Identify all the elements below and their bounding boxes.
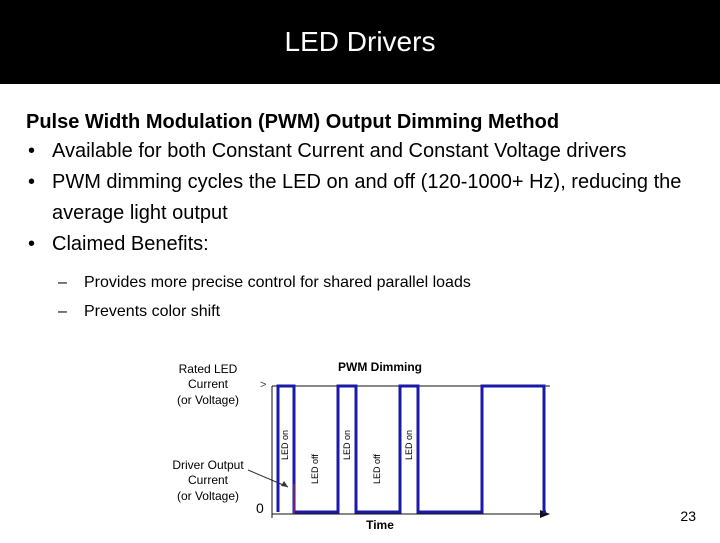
dash-icon: – <box>58 303 67 320</box>
bullet-icon: • <box>28 233 36 255</box>
bullet-list <box>26 136 706 326</box>
pulse-label: LED on <box>342 429 352 460</box>
bullet-text: Claimed Benefits: <box>52 233 209 255</box>
sub-bullet-list <box>52 268 706 326</box>
pwm-dimming-diagram <box>160 352 580 538</box>
pwm-diagram-svg <box>160 352 580 538</box>
diagram-title: PWM Dimming <box>338 360 422 374</box>
page-number: 23 <box>680 508 696 524</box>
sub-bullet-text: Provides more precise control for shared parallel loads <box>84 274 471 291</box>
driver-label-line: Driver Output <box>172 458 244 472</box>
time-axis-label: Time <box>366 518 394 532</box>
driver-label-line: Current <box>187 473 229 487</box>
pulse-label: LED on <box>280 429 290 460</box>
rated-label-line: Rated LED <box>178 362 238 376</box>
rated-label-line: (or Voltage) <box>176 393 240 407</box>
sub-bullet-item <box>52 297 706 326</box>
zero-label: 0 <box>256 500 264 516</box>
title-bar <box>0 0 720 84</box>
rated-label-line: Current <box>187 377 229 391</box>
section-heading: Pulse Width Modulation (PWM) Output Dimming Method <box>26 111 560 133</box>
bullet-text: PWM dimming cycles the LED on and off (120-1000+ Hz), reducing the average light output <box>52 171 682 224</box>
bullet-text: Available for both Constant Current and Constant Voltage drivers <box>52 140 627 162</box>
dash-icon: – <box>58 274 67 291</box>
bullet-item <box>26 136 706 167</box>
pulse-label: LED off <box>372 454 382 484</box>
pulse-label: LED off <box>310 454 320 484</box>
slide-title: LED Drivers <box>284 26 436 57</box>
bullet-item <box>26 229 706 326</box>
pulse-label: LED on <box>404 429 414 460</box>
rated-arrow-icon: > <box>260 379 267 391</box>
driver-label-line: (or Voltage) <box>176 489 240 503</box>
sub-bullet-item <box>52 268 706 297</box>
slide-content <box>26 108 706 326</box>
bullet-item <box>26 167 706 229</box>
sub-bullet-text: Prevents color shift <box>84 303 221 320</box>
bullet-icon: • <box>28 171 36 193</box>
bullet-icon: • <box>28 140 36 162</box>
